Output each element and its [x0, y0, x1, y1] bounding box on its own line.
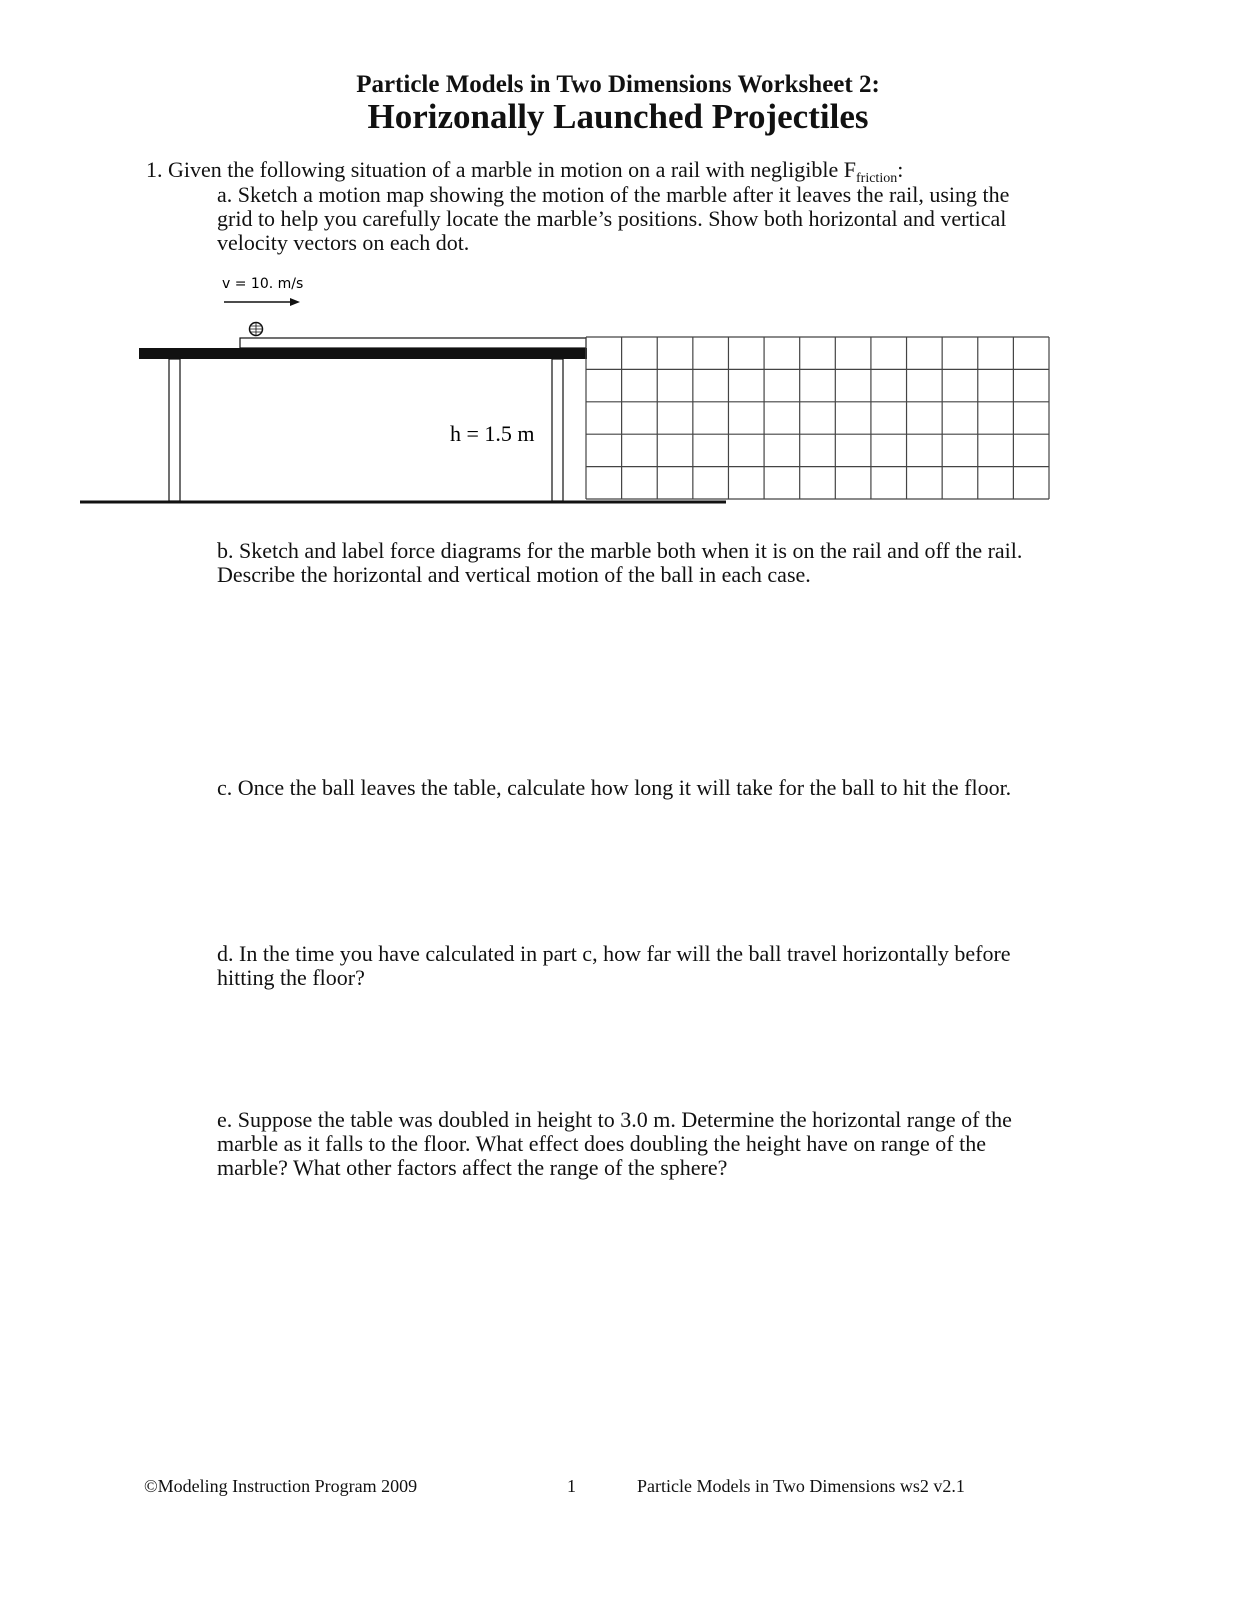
question-1b: b. Sketch and label force diagrams for the marble both when it is on the rail and off the rail. Describe the horizontal and vertical motion of the ball in each case.: [217, 538, 1023, 587]
friction-subscript: friction: [856, 171, 898, 186]
rail: [240, 338, 586, 348]
table-leg-left: [169, 359, 180, 501]
table-rail-diagram: [0, 265, 1236, 515]
question-1-text: 1. Given the following situation of a marble in motion on a rail with negligible F: [146, 157, 856, 182]
worksheet-title: Particle Models in Two Dimensions Worksheet 2:: [356, 71, 880, 98]
footer-copyright: ©Modeling Instruction Program 2009: [144, 1476, 418, 1496]
question-1a: a. Sketch a motion map showing the motion of the marble after it leaves the rail, using the grid to help you carefully locate the marble’s positions. Show both horizontal and vertical velocity vectors on each dot.: [217, 182, 1010, 255]
velocity-arrow: [224, 298, 300, 306]
question-1d: d. In the time you have calculated in part c, how far will the ball travel horizontally before hitting the floor?: [217, 941, 1011, 990]
table-leg-right: [552, 359, 563, 501]
height-label: h = 1.5 m: [450, 421, 535, 446]
worksheet-subtitle: Horizonally Launched Projectiles: [367, 97, 869, 136]
question-1e: e. Suppose the table was doubled in height to 3.0 m. Determine the horizontal range of the marble as it falls to the floor. What effect does doubling the height have on range of the marble? What other factors affect the range of the sphere?: [217, 1107, 1012, 1180]
question-1-colon: :: [897, 157, 904, 182]
table-top: [139, 348, 587, 359]
footer-document-id: Particle Models in Two Dimensions ws2 v2.1: [637, 1476, 965, 1496]
motion-map-grid: [586, 337, 1049, 499]
velocity-label: v = 10. m/s: [222, 276, 304, 292]
question-1c: c. Once the ball leaves the table, calculate how long it will take for the ball to hit the floor.: [217, 775, 1012, 800]
footer-page-number: 1: [567, 1476, 576, 1496]
